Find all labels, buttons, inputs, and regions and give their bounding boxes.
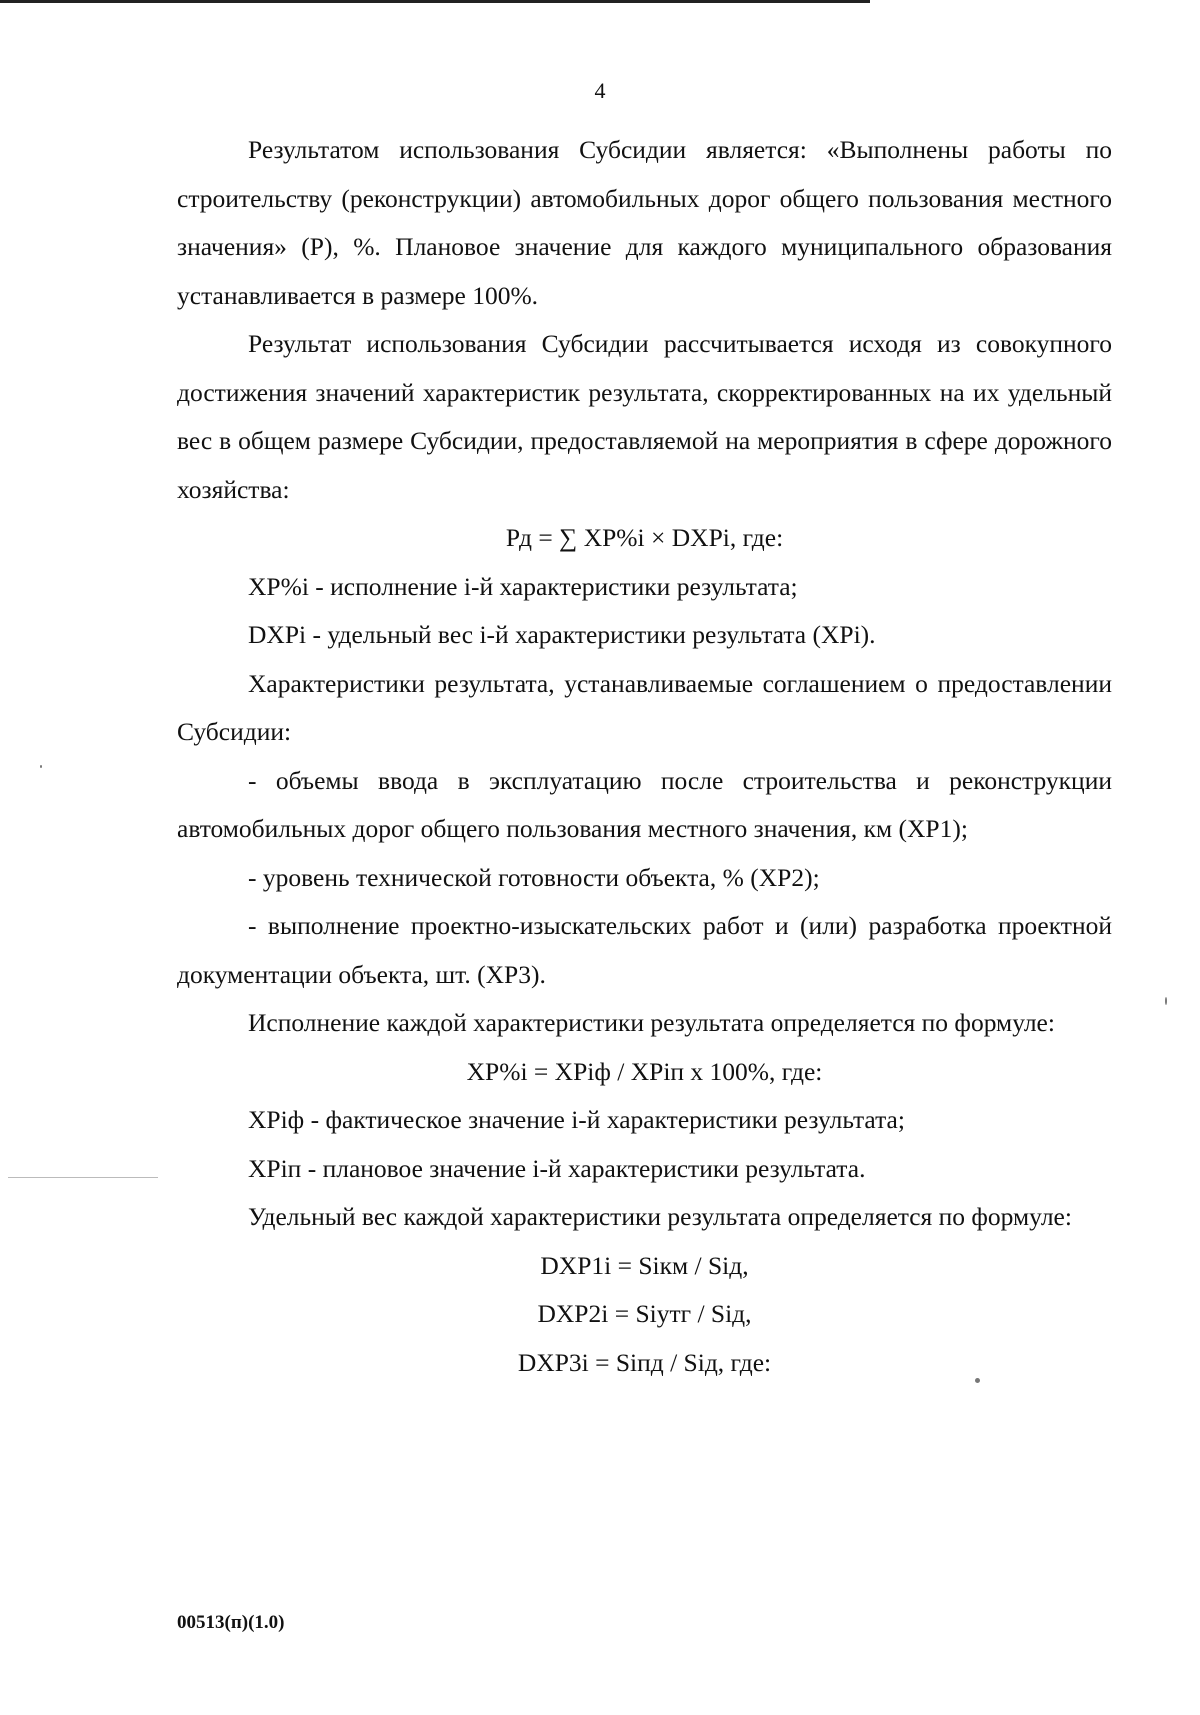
definition-xp-percent: ХР%i - исполнение i-й характеристики результата; [248,571,798,601]
formula-dxp1: DХР1i = Siкм / Siд, [540,1250,749,1280]
paragraph-characteristics-intro: Характеристики результата, устанавливаемые соглашением о предоставлении Субсидии: [177,668,1112,746]
paragraph-result-definition: Результатом использования Субсидии является: «Выполнены работы по строительству (реконструкции) автомобильных дорог общего пользования местного значения» (Р), %. Плановое значение для каждого муниципального образования устанавливается в размере 100%. [177,135,1112,310]
paragraph-result-calculation: Результат использования Субсидии рассчитывается исходя из совокупного достижения значений характеристик результата, скорректированных на их удельный вес в общем размере Субсидии, предоставляемой на мероприятия в сфере дорожного хозяйства: [177,329,1112,504]
formula-dxp2: DХР2i = Siутг / Siд, [537,1299,752,1328]
document-body [177,126,1112,1387]
paragraph-weight-formula-intro: Удельный вес каждой характеристики результата определяется по формуле: [248,1202,1072,1231]
list-item-xp1: - объемы ввода в эксплуатацию после строительства и реконструкции автомобильных дорог общего пользования местного значения, км (ХР1); [177,765,1112,843]
scan-dashes [8,1177,158,1178]
definition-xp-plan: ХРiп - плановое значение i-й характеристики результата. [248,1153,866,1183]
formula-dxp3: DХР3i = Siпд / Siд, где: [517,1347,772,1377]
page-number: 4 [594,78,606,103]
formula-xp-percent: ХР%i = ХРiф / ХРiп х 100%, где: [466,1056,823,1086]
scan-speck [1165,997,1167,1005]
formula-rd: Рд = ∑ ХР%i × DХРi, где: [505,523,784,552]
scan-speck [40,765,42,768]
paragraph-execution-formula-intro: Исполнение каждой характеристики результата определяется по формуле: [248,1008,1055,1037]
list-item-xp2: - уровень технической готовности объекта, % (ХР2); [248,862,820,892]
footer-document-code: 00513(п)(1.0) [177,1612,285,1633]
list-item-xp3: - выполнение проектно-изыскательских работ и (или) разработка проектной документации объекта, шт. (ХР3). [177,911,1112,989]
definition-xp-fact: ХРiф - фактическое значение i-й характеристики результата; [248,1105,905,1134]
definition-dxp: DХРi - удельный вес i-й характеристики результата (ХРi). [248,620,876,649]
top-border-line [0,0,870,3]
scan-speck [975,1378,980,1383]
